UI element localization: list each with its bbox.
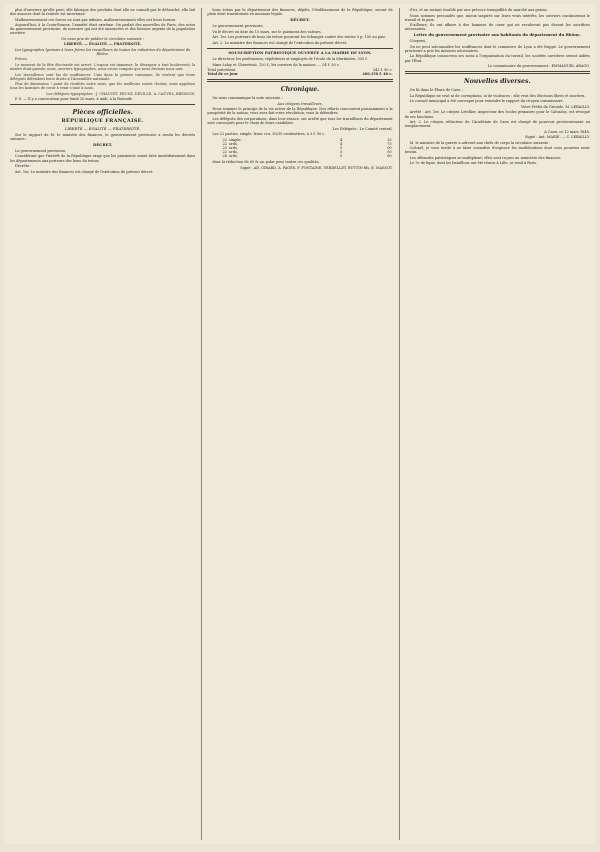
paragraph: Considérant que l'intérêt de la République exige que les paiements soient faits immédiatement dans les départements aux porteurs des bons du trésor,: [10, 154, 196, 163]
table-cell: 25: [387, 137, 392, 142]
paragraph: d'ici, et un instant troublé par une précoce tranquillité du marché aux grains.: [409, 8, 548, 12]
paragraph: dans la réduction de 65 fr. au polar pour toutes ces qualités.: [212, 160, 320, 165]
section-heading-chronicle: Chronique.: [280, 86, 320, 94]
paragraph: Arrêté : Art. 1er. Le citoyen Letellier, inspecteur des écoles primaires pour le Calvados, est révoqué de ses fonctions.: [404, 110, 590, 119]
paragraph: D'ailleurs, ils ont affaire à des hommes de cœur qui ne reculeront pas devant les sacrifices nécessaires.: [404, 23, 590, 32]
table-cell: ords,: [228, 154, 238, 159]
newspaper-page: [4, 4, 596, 844]
paragraph: Le directeur, les professeurs, répétiteurs et employés de l'école de la Martinière, 335 f.: [212, 56, 368, 61]
paragraph: Malheureusement ces forces ne sont pas infinies, malheureusement elles ont leurs bornes.: [15, 17, 177, 22]
paragraph: Plus de dissension ! point de rivalités entre nous; que les meilleurs soient choisis; nous appelons tous les hommes de cœur à venir s'unir à nous.: [10, 82, 196, 91]
paragraph: M. le ministre de la guerre a adressé aux chefs de corps la circulaire suivante :: [409, 140, 551, 145]
table-cell: 5: [340, 150, 343, 154]
table-cell: 00: [387, 145, 392, 150]
paragraph: Art. 2. Le ministre des finances est chargé de l'exécution du présent décret.: [212, 40, 348, 45]
table-row: [207, 154, 392, 158]
table-cell: 4: [340, 137, 343, 142]
total-row: [207, 72, 392, 76]
column-1: [10, 8, 195, 840]
paragraph: On lit dans le Phare de Caen :: [409, 88, 463, 93]
section-heading-official: Pièces officielles.: [72, 109, 133, 117]
paragraph: On ne peut méconnaître les souffrances dont le commerce de Lyon a été frappé. Le gouvernement provisoire a pris les mesures nécessaires.: [404, 44, 590, 53]
signatures: Les délégués typographes : J. CHAUVET, PRUNY, DEVILLE, A. CAUVEL, BRESSON.: [46, 91, 196, 96]
total-label: Total de ce jour: [207, 72, 238, 77]
subscription-heading: SOUSCRIPTION PATRIOTIQUE OUVERTE A LA MAIRIE DE LYON.: [228, 49, 372, 55]
republic-subheading: LIBERTÉ — ÉGALITÉ — FRATERNITÉ.: [64, 126, 141, 132]
paragraph: Aujourd'hui, à la Croix-Rousse, l'anxiété était extrême. On parlait des nouvelles de Paris, des actes du gouvernement provisoire, de mesures qui ont été annoncées et des besoins urgents de la population ouvrière.: [10, 23, 196, 36]
paragraph: Art. 1er. Le ministre des finances est chargé de l'exécution du présent décret.: [15, 169, 154, 174]
paragraph: On nous communique la note suivante :: [212, 96, 283, 101]
paragraph: Nous sommes le principe de la vie active de la République. Nos efforts concourent puissamment à la prospérité de la nation; vous avez fait votre révolution; vous la défendrez.: [207, 107, 393, 116]
paragraph: plus d'ouvriers qu'elle peut; elle fabrique des produits dont elle ne connaît pas le débouché; elle fait des avances dont la rentrée est incertaine.: [10, 8, 196, 17]
circular-heading: On nous prie de publier la circulaire suivante :: [61, 36, 145, 41]
section-divider: [405, 71, 590, 74]
table-cell: ords,: [228, 141, 238, 146]
table-cell: 5: [340, 154, 343, 159]
paragraph: Les délégués des corporations, dans leur séance, ont arrêté que tous les travailleurs du département sont convoqués pour le choix de leurs candidats.: [207, 117, 393, 126]
table-cell: ords,: [228, 150, 238, 154]
paragraph: Sur le rapport de M. le ministre des finances, le gouvernement provisoire a rendu les décrets suivants :: [10, 132, 196, 141]
total-previous-value: 343 f. 90 c.: [372, 68, 393, 73]
paragraph: Nous sommes persuadés que, mieux inspirés sur leurs vrais intérêts, les ouvriers continueront le travail et la paix.: [404, 13, 590, 22]
table-cell: ords,: [228, 145, 238, 150]
table-cell: 50: [387, 150, 392, 154]
paragraph: Le 7e de ligne, dont les bataillons ont été réunis à Lille, se rend à Paris.: [409, 161, 538, 166]
motto: LIBERTÉ. — ÉGALITÉ. — FRATERNITÉ.: [64, 42, 142, 47]
decree-heading: DÉCRET.: [92, 141, 113, 147]
paragraph: Le conseil municipal a été convoqué pour entendre le rapport du citoyen commissaire.: [409, 99, 564, 104]
table-cell: 23: [222, 145, 227, 150]
signatures: Signé : AD. GIRARD, A. PAGÈS, F. FONTAINE, VERDELLET, BUTTIN fils, E. MASSOT.: [240, 165, 393, 170]
total-previous-label: Total précédent: [207, 68, 236, 73]
paragraph: bons échus par le département des finances, dépôts, l'établissement de la République, seront de plein droit transformés en monnaie légale.: [207, 8, 393, 17]
table-cell: 22: [222, 150, 227, 154]
paragraph: Le gouvernement provisoire,: [212, 24, 264, 29]
table-cell: 5: [340, 145, 343, 150]
table-cell: 4: [340, 141, 343, 146]
section-divider: [207, 79, 392, 82]
postscript: P. S. — Il y a convocation pour lundi 20 mars, à midi, à la Rotonde.: [15, 97, 134, 102]
column-2: [201, 8, 392, 840]
section-divider: [10, 104, 195, 105]
paragraph: La République consacrera ses soins à l'organisation du travail; les sociétés ouvrières seront aidées par l'État.: [404, 54, 590, 63]
price-table: [207, 138, 392, 158]
table-cell: 75: [387, 141, 392, 146]
republic-heading: RÉPUBLIQUE FRANÇAISE.: [61, 118, 144, 125]
paragraph: Les offrandes patriotiques se multiplient; elles sont reçues au ministère des finances.: [409, 155, 562, 160]
section-divider: [207, 48, 392, 49]
paragraph: Citoyens,: [409, 39, 427, 44]
paragraph: Le moment de la fête électorale est arrivé. L'espoir est immense; le désespoir a tout bouleversé; la misère était grande; nous, ouvriers typographes, nous avons compris que nous devions nous unir.: [10, 63, 196, 72]
price-list-heading: Les 22 parties, simple, franc cru, 30/35 centimètres, à 3 f. 50 c.: [212, 132, 326, 137]
table-cell: 22: [222, 141, 227, 146]
signatures: Signé : Ant. MARIE. — C. LEBAILLY.: [525, 135, 590, 140]
paragraph: Mme Lelay et Charvériat, 120 f.; les ouvriers de la maison ..., 54 f. 50 c.: [212, 62, 340, 67]
paragraph: Aux citoyens travailleurs,: [277, 101, 323, 106]
appeal-heading: Les typographes lyonnais à leurs frères les travailleurs de toutes les industries du département du Rhône.: [14, 47, 191, 56]
total-value: 260,150 f. 40 c.: [362, 72, 393, 77]
paragraph: Vu le décret en date du 15 mars, sur le paiement des valeurs,: [212, 29, 322, 34]
signatures: Votre Préfet de Gironde, M. LEBAILLY.: [520, 104, 590, 109]
signatures: Les Délégués : Le Comité central.: [332, 126, 393, 131]
table-cell: 60: [387, 154, 392, 159]
section-heading-news: Nouvelles diverses.: [464, 78, 531, 86]
decree-heading: DÉCRET.: [290, 17, 310, 23]
paragraph: Le gouvernement provisoire,: [15, 148, 67, 153]
letter-heading: Lettre du gouvernement provisoire aux habitants du département du Rhône.: [413, 32, 581, 38]
signatures: Le commissaire du gouvernement : EMMANUEL ARAGO.: [487, 64, 590, 69]
paragraph: La République ne veut ni de corruptions, ni de violences : elle veut des élections libres et sincères.: [409, 93, 586, 98]
table-cell: simple,: [228, 137, 242, 142]
paragraph: Frères,: [15, 57, 28, 62]
paragraph: Décrète :: [15, 164, 32, 169]
column-3: [399, 8, 590, 840]
table-cell: 22: [222, 137, 227, 142]
dateline: A Caen, ce 12 mars 1848.: [544, 129, 590, 134]
table-cell: 24: [222, 154, 227, 159]
paragraph: Art. 2. Le citoyen rédacteur de l'Académie de Caen est chargé de pourvoir provisoirement au remplacement.: [404, 120, 590, 129]
paragraph: Colonel, je vous invite à ne faire connaître d'urgence les modifications dont vous pourriez avoir besoin.: [404, 146, 590, 155]
paragraph: Art. 1er. Les porteurs de bons du trésor pourront les échanger contre des rentes 5 p. 100 au pair.: [212, 35, 386, 40]
paragraph: Les travailleurs sont las de souffrances. Unis dans la pensée commune, ils veulent que leurs délégués défendent leurs droits à l'Assemblée nationale.: [10, 72, 196, 81]
